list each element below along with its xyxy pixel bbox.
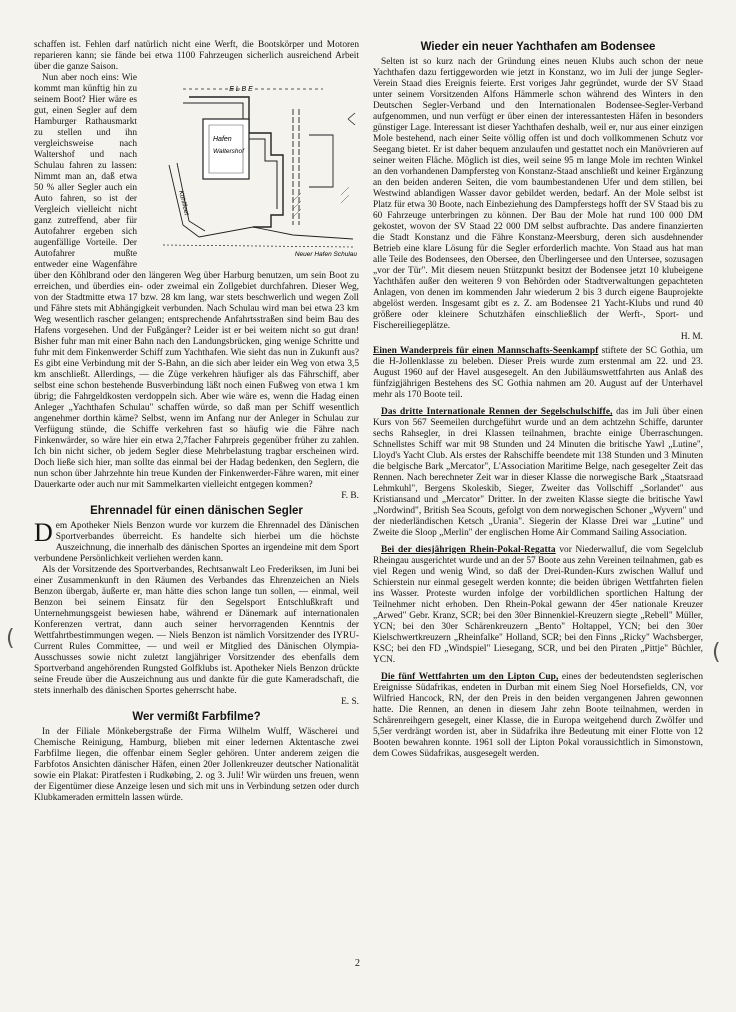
map-caption: Neuer Hafen Schulau xyxy=(294,251,357,258)
paragraph: In der Filiale Mönkebergstraße der Firma Wilhelm Wulff, Wäscherei und Chemische Reinigung, Hamburg, blieben mit einer ledernen Aktentasche zwei Farbfilme liegen, die offenbar einem Segler gehören. Unter anderem zeigen die Farbfotos Ansichten dänischer Häfen, einen 20er Jollenkreuzer deutscher Nationalität sowie ein Plakat: Piratfesten i Rudkøbing, 2. og 3. Juli! Wir würden uns freuen, wenn der Eigentümer diese Anzeige lesen und sich mit uns in Verbindung setzen oder durch Klubkameraden ermitteln lassen würde. xyxy=(34,727,359,803)
drop-cap: D xyxy=(34,518,53,547)
right-column xyxy=(373,40,703,760)
harbor-map-drawing xyxy=(143,75,361,260)
map-label-hafen: Hafen xyxy=(213,136,232,143)
news-item-text: stiftete der SC Gothia, um die H-Jollenklasse zu beleben. Dieser Preis wurde zum erstenmal am 22. und 23. August 1960 auf der Havel ausgesegelt. An den Jubiläumswettfahrten aus Anlaß des fünfzigjährigen Bestehens des SC Gothia nahmen am 20. August auf der Unterhavel mehr als 170 Boote teil. xyxy=(373,346,704,400)
author-signature: H. M. xyxy=(680,332,703,342)
headline-ehrennadel: Ehrennadel für einen dänischen Segler xyxy=(90,505,303,517)
map-label-waltershof: Waltershof xyxy=(213,148,244,155)
headline-yachthafen: Wieder ein neuer Yachthafen am Bodensee xyxy=(420,41,656,53)
paragraph: Nun aber noch eins: Wie kommt man künftig hin zu seinem Boot? Hier wäre es gut, einen Segler auf dem Hamburger Rathausmarkt zu stellen und ihn vergleichsweise nach Waltershof und nach Schulau fahren zu lassen: Nimmt man an, daß etwa 50 % aller Segler auch ein Auto fahren, so ist der Vergleich vielleicht nicht ganz zutreffend, aber für Autofahrer ergeben sich augenfällige Vorteile. Der Autofahrer mußte entweder eine Wagenfähre über den Köhlbrand oder den längeren Weg über Harburg benutzen, um sein Boot zu erreichen, und überdies ein- oder zweimal ein Zollgebiet durchfahren. Dieser Weg, von der Stadtmitte etwa 17 bzw. 28 km lang, war stets beschwerlich und wegen Zoll und Fähre stets mit Abhängigkeit verbunden. Nach Schulau wird man bei etwa 23 km Weg wesentlich rascher gelangen; entsprechende Anfahrtsstraßen sind beim Bau des Hafens vorgesehen. Und der Fußgänger? Leider ist er bei weitem nicht so gut dran! Bisher fuhr man mit einer Bahn nach den Landungsbrücken, ging wenige Schritte und fuhr mit dem Finkenwerder Schiff zum Yachthafen. Wie sieht das nun in Zukunft aus? Es gibt eine Verbindung mit der S-Bahn, an die sich aber leider ein Weg von etwa 3,5 km anschließt. Allerdings, — die Züge verkehren häufiger als das Fährschiff, aber selbst eine schon bestehende Busverbindung läßt noch einen Fußweg von etwa 1 km übrig; die Fahrgeldkosten verdoppeln sich. Aber wie wäre es, wenn die Hadag einen Anleger „Yachthafen Schulau" schaffen würde, so daß man per Schiff wesentlich angenehmer dorthin käme? Selbst, wenn im Anfang nur der Anleger in Schulau zur Verfügung stünde, die Schiffe verkehren fast so häufig wie die Fähre nach Finkenwärder, so wäre hier ein etwa 2,7facher Fahrpreis gegenüber früher zu zahlen. Ich bin nicht sicher, ob jedem Segler diese Mehrbelastung tragbar erscheinen wird. Doch ließe sich hier, man sollte das einmal bei der Hadag bedenken, den Seglern, die nun schon über Jahrzehnte hin treue Kunden der Finkenwerder-Fähre waren, mit einer Dauerkarte oder auch nur mit Sammelkarten vielleicht entgegen kommen? xyxy=(34,73,359,490)
map-label-elbe: E L B E xyxy=(229,86,253,93)
runin-heading: Einen Wanderpreis für einen Mannschafts-Seenkampf xyxy=(373,346,599,356)
page-number: 2 xyxy=(355,958,360,969)
news-item xyxy=(373,672,703,760)
news-item xyxy=(373,545,703,666)
author-signature: F. B. xyxy=(341,491,359,501)
paragraph-text: em Apotheker Niels Benzon wurde vor kurzem die Ehrennadel des Dänischen Sportverbandes überreicht. Es handelte sich hierbei um die höchste Auszeichnung, die innerhalb des dänischen Sportes an irgendeine mit dem Sport verbundene Persönlichkeit verliehen werden kann. xyxy=(34,521,359,564)
paragraph xyxy=(34,518,359,565)
left-column xyxy=(34,40,359,804)
runin-heading: Das dritte Internationale Rennen der Segelschulschiffe, xyxy=(381,407,613,417)
news-item-text: das im Juli über einen Kurs von 567 Seemeilen durchgeführt wurde und an dem achtzehn Schiffe, darunter sechs Rahsegler, in drei Klassen teilnahmen, brachte einige Überraschungen. Schnellstes Schiff war mit 98 Stunden und 24 Minuten die britische Yawl „Lutine", Lloyd's Yacht Club. Als erstes der Rahschiffe beendete mit 138 Stunden und 3 Minuten die belgische Bark „Mercator", L'Association Maritime Belge, nach gesegelter Zeit das Rennen. Nach berechneter Zeit war in dieser Klasse die norwegische Bark „Staatsraad Lehmkuhl", Bergens Skoleskib, Sieger, Zweiter das Vollschiff „Sorlandet" aus Kristiansand und „Mercator" Dritter. In der zweiten Klasse siegte die britische Yawl „Nordwind", British Sea Scouts, gefolgt von dem norwegischen Schoner „Wyvern" und der niederländischen Ketsch „Urania". Siegerin der Klasse Drei war „Lutine" und Zweite die Sloop „Merlin" der englischen Home Air Command Sailing Association. xyxy=(373,407,703,538)
news-item-text: eines der bedeutendsten seglerischen Ereignisse Südafrikas, endeten in Durban mit einem Sieg Noel Horsefields, CN, vor Wilfried Hancock, RN, der den Preis in den beiden vergangenen Jahren gewonnen hatte. Die Rennen, an denen in diesem Jahr zehn Boote teilnahmen, werden in Schärenreihgern gesegelt, einer Klasse, die in Europa weitgehend durch Zwölfer und 5,5er verdrängt worden ist, aber in Südafrika ihre Bedeutung mit einer Flotte von 12 Booten bewahren konnte. 1961 soll der Lipton Pokal voraussichtlich in Simonstown, dem Cowes Südafrikas, ausgesegelt werden. xyxy=(373,672,703,759)
news-item xyxy=(373,407,703,539)
map-label-koehlfleet: Köhlfleet xyxy=(177,189,190,217)
paragraph: schaffen ist. Fehlen darf natürlich nicht eine Werft, die Bootskörper und Motoren reparieren kann; sie fände bei etwa 1100 Fahrzeugen sicherlich ausreichend Arbeit über die ganze Saison. xyxy=(34,40,359,72)
punch-hole-mark: ( xyxy=(712,640,721,665)
article-continuation xyxy=(34,73,359,502)
paragraph: Als der Vorsitzende des Sportverbandes, Rechtsanwalt Leo Frederiksen, im Juni bei einer Zusammenkunft in den Räumen des Verbandes das Ehrenzeichen an Niels Benzon übergab, äußerte er, man hätte dies schon lange tun sollen, — einmal, weil Benzon bei seinem Einsatz für den Segelsport Entschlußkraft und Unternehmungsgeist bewiesen habe, während er Dänemark auf internationalen Konferenzen vertrat, dann auch seiner hervorragenden Kenntnis der Wettfahrtbestimmungen wegen. — Niels Benzon ist nämlich Vorsitzender des IYRU-Current Rules Committee, — und weil er Mitglied des Dänischen Olympia-Ausschusses sowie nicht zuletzt langjähriger Vorsitzender des ebenfalls dem Sportverband angehörenden Rungsted Golfklubs ist. Apotheker Niels Benzon drückte seine Freude über die Auszeichnung aus und dankte für die gute Kameradschaft, die stets innerhalb des dänischen Sportes geherrscht habe. xyxy=(34,565,359,696)
author-signature: E. S. xyxy=(341,697,359,707)
punch-hole-mark: ( xyxy=(6,626,15,651)
runin-heading: Bei der diesjährigen Rhein-Pokal-Regatta xyxy=(381,545,556,555)
headline-farbfilme: Wer vermißt Farbfilme? xyxy=(132,711,261,723)
news-item-text: vor Niederwalluf, die vom Segelclub Rheingau ausgerichtet wurde und an der 57 Boote aus zehn Vereinen teilnahmen, gab es viel Regen und wenig Wind, so daß der Drei-Runden-Kurs zwischen Walluf und Schierstein nur einmal gesegelt werden konnte; die beiden übrigen Wettfahrten fielen ins Wasser. Proteste wurden infolge der vorbildlichen sportlichen Haltung der Teilnehmer nicht erhoben. Den Rhein-Pokal gewann der 45er nationale Kreuzer „Arwed" Gebr. Kranz, SCR; bei den 30er Binnenkiel-Kreuzern siegte „Rebell" Müller, YCN; bei den 30er Schärenkreuzern „Bento" Holtappel, YCN; bei den 30er Kielschwertkreuzern „Rheinfalke" Holland, SCR; bei den Finns „Ricky" Wachsberger, KSC; bei den FD „Windspiel" Liesegang, SCR, und bei den Piraten „Pittje" Büchler, YCN. xyxy=(373,545,703,665)
paragraph: Selten ist so kurz nach der Gründung eines neuen Klubs auch schon der neue Yachthafen dazu fertiggeworden wie jetzt in Konstanz, wo im Juli der junge Segler-Verein Staad dies Ereignis feierte. Erst voriges Jahr gegründet, wurde der SV Staad unter seinem Vorsitzenden Alfons Hämmerle schon während des Winters in den Deutschen Segler-Verband und den Internationalen Bodensee-Segler-Verband aufgenommen, und nun verfügt er über einen der interessantesten Häfen in besonders günstiger Lage. Interessant ist dieser Yachthafen deshalb, weil er, nur aus einer einzigen Mole bestehend, nach einer Seite völlig offen ist und doch vollkommenen Schutz vor Seegang bietet. Er ist daher bequem anzulaufen und gestattet noch ein Manövrieren auf seiner weiten Fläche. Möglich ist dies, weil seine 95 m lange Mole im rechten Winkel an den vorhandenen Dampfersteg von Konstanz-Staad anschließt und keiner Ergänzung an den beiden anderen Seiten, die vom baumbestandenen Ufer und dem stillen, bei Westwind ablandigen Wasser davor gebildet werden, bedarf. An der Mole selbst ist Platz für etwa 30 Boote, nach Einbeziehung des Dampferstegs hofft der SV Staad bis zu 60 Fahrzeuge unterbringen zu können. Der Bau der Mole hat rund 100 000 DM gekostet, wovon der SV Staad 22 000 DM selbst aufbrachte. Das andere finanzierten die Stadt Konstanz und die Fähre Konstanz-Meersburg, deren sich ausdehnender Betrieb eine klare Lösung für die Segler erforderlich machte. Von Staad aus hat man alle Teile des Bodensees, den Obersee, den Überlingersee und den Untersee, sozusagen „vor der Tür". Mit diesem neuen Stützpunkt besitzt der Bodensee jetzt 10 klubeigene Yachthäfen außer den weiteren 9 von Behörden oder Stadtverwaltungen gepachteten Anlagen, von denen im kommenden Jahr wiederum 2 bis 3 durch eigene Bauprojekte abgelöst werden. Insgesamt gibt es z. Z. am Bodensee 21 Yacht-Klubs und rund 40 größere oder kleinere Schutzhäfen einschließlich der Werft-, Sport- und Fischereiliegeplätze. xyxy=(373,57,703,331)
runin-heading: Die fünf Wettfahrten um den Lipton Cup, xyxy=(381,672,559,682)
news-item xyxy=(373,346,703,401)
harbor-map xyxy=(143,75,361,260)
